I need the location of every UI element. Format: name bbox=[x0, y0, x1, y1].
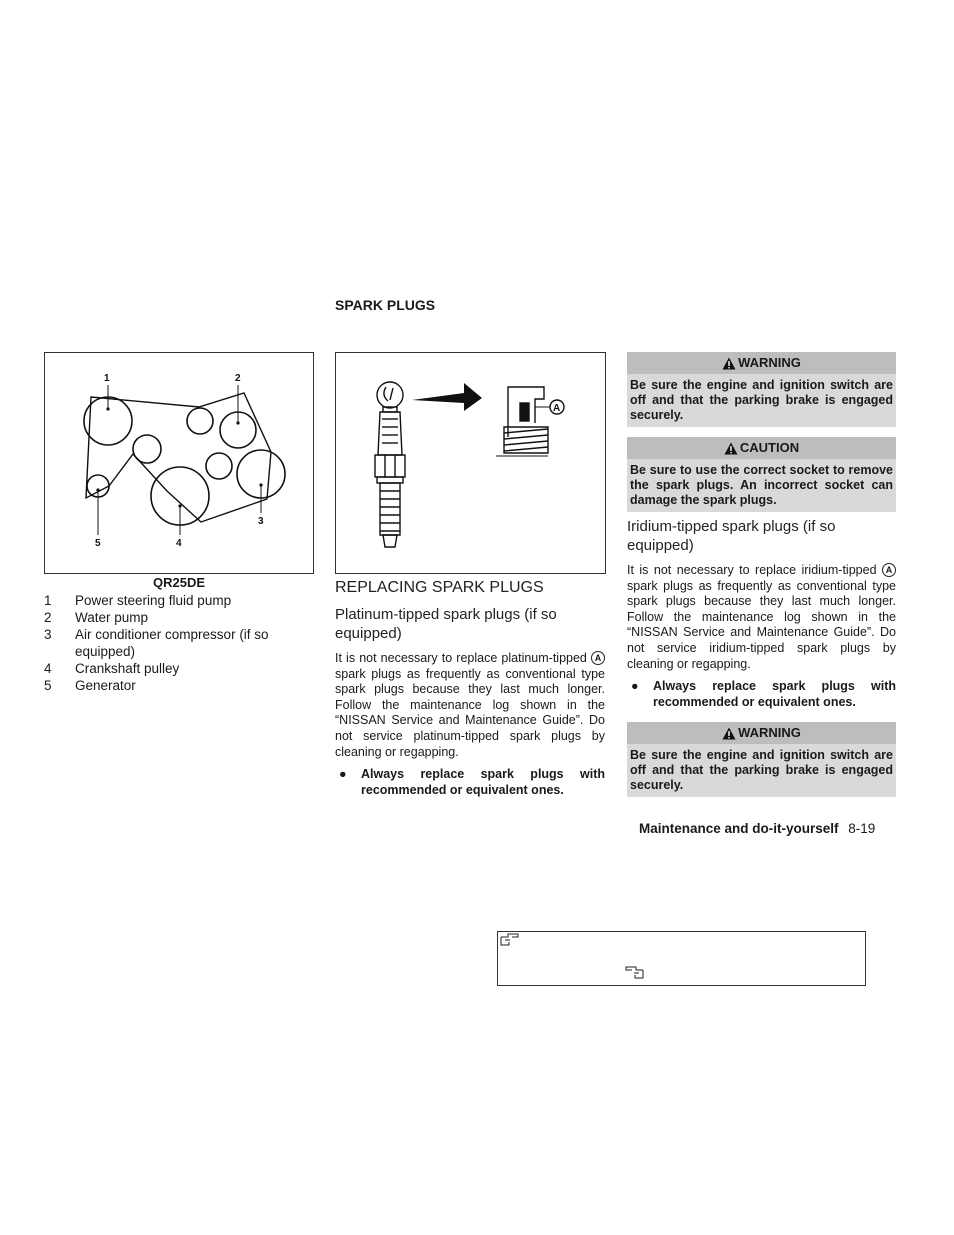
legend-item: 5 Generator bbox=[44, 678, 136, 693]
callout-2: 2 bbox=[235, 373, 241, 384]
replacing-heading: REPLACING SPARK PLUGS bbox=[335, 579, 544, 596]
legend-item: 1 Power steering fluid pump bbox=[44, 593, 232, 608]
platinum-heading: Platinum-tipped spark plugs (if so equipped) bbox=[335, 606, 557, 642]
iridium-bullet: ● Always replace spark plugs with recommended or equivalent ones. bbox=[627, 679, 896, 710]
spark-plug-diagram bbox=[336, 353, 605, 573]
platinum-bullet: ● Always replace spark plugs with recommended or equivalent ones. bbox=[335, 767, 605, 798]
marker-a-icon: A bbox=[591, 651, 605, 665]
warning-text: Be sure the engine and ignition switch are off and that the parking brake is engaged securely. bbox=[630, 748, 893, 792]
figure-caption: QR25DE bbox=[152, 575, 206, 590]
bullet-icon: ● bbox=[631, 679, 639, 693]
callout-a: A bbox=[553, 403, 561, 414]
idler-pulley bbox=[187, 408, 213, 434]
platinum-body: It is not necessary to replace platinum-tipped A spark plugs as frequently as conventional type spark plugs because they last much longer. Follow the maintenance log shown in the “NISSAN Service and Maintenance Guide”. Do not service platinum-tipped spark plugs by cleaning or regapping. bbox=[335, 651, 605, 759]
callout-5: 5 bbox=[95, 538, 101, 549]
iridium-heading: Iridium-tipped spark plugs (if so equipped) bbox=[627, 518, 836, 554]
tensioner-pulley bbox=[133, 435, 161, 463]
callout-4: 4 bbox=[176, 538, 182, 549]
page-footer bbox=[639, 821, 875, 836]
drive-belt-figure bbox=[44, 352, 314, 574]
pointing-hand-back-icon bbox=[624, 966, 644, 980]
page-number: 8-19 bbox=[848, 821, 876, 836]
legend-item: 2 Water pump bbox=[44, 610, 149, 625]
spark-plug-figure bbox=[335, 352, 606, 574]
warning-header: WARNING bbox=[627, 722, 896, 744]
caution-header: CAUTION bbox=[627, 437, 896, 459]
warning-icon bbox=[722, 727, 736, 740]
legend-item: 4 Crankshaft pulley bbox=[44, 661, 180, 676]
caution-text: Be sure to use the correct socket to remove the spark plugs. An incorrect socket can damage the spark plugs. bbox=[630, 463, 893, 507]
marker-a-icon: A bbox=[882, 563, 896, 577]
idler-pulley-2 bbox=[206, 453, 232, 479]
iridium-body: It is not necessary to replace iridium-tipped A spark plugs as frequently as conventional type spark plugs because they last much longer. Follow the maintenance log shown in the “NISSAN Service and Maintenance Guide”. Do not service iridium-tipped spark plugs by cleaning or regapping. bbox=[627, 563, 896, 671]
warning-box bbox=[627, 722, 896, 797]
legend-item: 3 Air conditioner compressor (if so equipped) bbox=[44, 627, 269, 659]
callout-3: 3 bbox=[258, 516, 264, 527]
callout-1: 1 bbox=[104, 373, 110, 384]
warning-icon bbox=[722, 357, 736, 370]
section-title: SPARK PLUGS bbox=[335, 297, 436, 313]
warning-text: Be sure the engine and ignition switch are off and that the parking brake is engaged securely. bbox=[630, 378, 893, 422]
caution-box bbox=[627, 437, 896, 512]
caution-icon bbox=[724, 442, 738, 455]
warning-header: WARNING bbox=[627, 352, 896, 374]
drive-belt-diagram bbox=[45, 353, 313, 573]
belt-legend bbox=[44, 592, 314, 694]
reference-box bbox=[497, 931, 866, 986]
bullet-icon: ● bbox=[339, 767, 347, 781]
pointing-hand-icon bbox=[500, 933, 520, 947]
footer-section: Maintenance and do-it-yourself bbox=[639, 821, 839, 836]
warning-box bbox=[627, 352, 896, 427]
